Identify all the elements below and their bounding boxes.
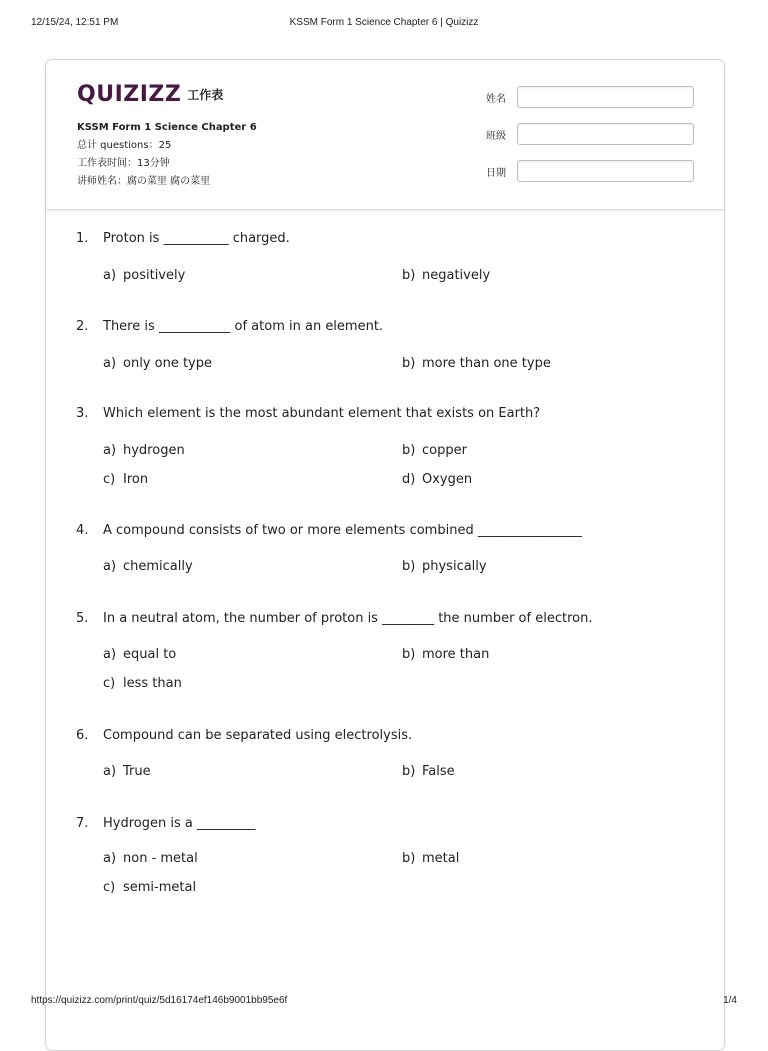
question-number: 4.	[76, 523, 89, 538]
option-text: more than	[422, 647, 490, 662]
question-text: A compound consists of two or more elements combined ________________	[103, 523, 582, 538]
question-item	[76, 319, 696, 371]
question-number: 1.	[76, 231, 89, 246]
question-text: There is ___________ of atom in an element.	[103, 319, 384, 334]
question-line	[76, 406, 696, 424]
option-text: less than	[123, 676, 182, 691]
option-a	[103, 443, 185, 458]
option-letter: a)	[103, 851, 117, 866]
print-page-title: KSSM Form 1 Science Chapter 6 | Quizizz	[289, 17, 479, 28]
print-page-number: 1/4	[723, 995, 737, 1006]
option-letter: a)	[103, 559, 117, 574]
question-line	[76, 231, 696, 249]
option-letter: b)	[402, 268, 416, 283]
worksheet-meta	[77, 119, 257, 191]
option-a	[103, 764, 151, 779]
question-line	[76, 816, 696, 834]
option-b	[402, 647, 489, 662]
date-input[interactable]	[517, 160, 694, 182]
option-letter: a)	[103, 268, 117, 283]
option-b	[402, 356, 551, 371]
option-text: chemically	[123, 559, 193, 574]
option-d	[402, 472, 472, 487]
option-letter: b)	[402, 764, 416, 779]
question-number: 2.	[76, 319, 89, 334]
option-letter: c)	[103, 880, 116, 895]
question-number: 5.	[76, 611, 89, 626]
print-url: https://quizizz.com/print/quiz/5d16174ef146b9001bb95e6f	[31, 995, 288, 1006]
worksheet-header	[46, 60, 724, 210]
name-field-row	[486, 86, 696, 123]
name-input[interactable]	[517, 86, 694, 108]
option-text: negatively	[422, 268, 491, 283]
option-text: metal	[422, 851, 460, 866]
option-text: Oxygen	[422, 472, 473, 487]
option-c	[103, 880, 196, 895]
question-item	[76, 406, 696, 487]
logo-subtitle: 工作表	[187, 87, 224, 102]
option-text: False	[422, 764, 455, 779]
option-letter: d)	[402, 472, 416, 487]
class-field-row	[486, 123, 696, 160]
print-datetime: 12/15/24, 12:51 PM	[31, 17, 119, 28]
total-questions: 总计 questions：25	[77, 140, 172, 151]
option-letter: a)	[103, 356, 117, 371]
question-text: Compound can be separated using electrolysis.	[103, 728, 413, 743]
worksheet-card	[45, 59, 725, 1051]
option-text: hydrogen	[123, 443, 185, 458]
option-text: positively	[123, 268, 186, 283]
question-number: 7.	[76, 816, 89, 831]
question-item	[76, 231, 696, 283]
option-c	[103, 676, 182, 691]
option-a	[103, 647, 176, 662]
class-input[interactable]	[517, 123, 694, 145]
option-letter: b)	[402, 647, 416, 662]
name-label: 姓名	[486, 94, 506, 105]
worksheet-title: KSSM Form 1 Science Chapter 6	[77, 122, 257, 133]
teacher-name: 讲师姓名：腐の菜里 腐の菜里	[77, 176, 211, 187]
option-text: only one type	[123, 356, 212, 371]
option-text: physically	[422, 559, 487, 574]
question-item	[76, 816, 696, 895]
option-text: equal to	[123, 647, 177, 662]
question-text: Hydrogen is a _________	[103, 816, 256, 831]
print-header	[0, 17, 768, 31]
option-text: Iron	[123, 472, 149, 487]
option-b	[402, 851, 459, 866]
question-text: Which element is the most abundant element that exists on Earth?	[103, 406, 541, 421]
question-line	[76, 728, 696, 746]
question-line	[76, 319, 696, 337]
option-letter: b)	[402, 356, 416, 371]
option-a	[103, 559, 193, 574]
option-b	[402, 559, 487, 574]
question-number: 3.	[76, 406, 89, 421]
option-b	[402, 764, 455, 779]
option-b	[402, 443, 467, 458]
option-text: semi-metal	[123, 880, 197, 895]
option-c	[103, 472, 148, 487]
option-letter: c)	[103, 472, 116, 487]
option-letter: c)	[103, 676, 116, 691]
option-text: more than one type	[422, 356, 551, 371]
question-text: Proton is __________ charged.	[103, 231, 290, 246]
date-field-row	[486, 160, 696, 197]
worksheet-time: 工作表时间：13分钟	[77, 158, 170, 169]
print-footer	[0, 995, 768, 1009]
question-number: 6.	[76, 728, 89, 743]
student-fields	[486, 86, 696, 197]
logo-wordmark: QUIZIZZ	[77, 81, 182, 107]
option-text: copper	[422, 443, 467, 458]
quizizz-logo	[77, 80, 223, 108]
question-line	[76, 611, 696, 629]
option-text: True	[123, 764, 151, 779]
option-letter: b)	[402, 443, 416, 458]
question-item	[76, 728, 696, 779]
option-letter: b)	[402, 851, 416, 866]
option-text: non - metal	[123, 851, 198, 866]
question-item	[76, 523, 696, 574]
question-line	[76, 523, 696, 541]
option-a	[103, 356, 212, 371]
question-text: In a neutral atom, the number of proton is ________ the number of electron.	[103, 611, 593, 626]
class-label: 班级	[486, 131, 506, 142]
option-b	[402, 268, 490, 283]
option-letter: a)	[103, 647, 117, 662]
option-letter: a)	[103, 764, 117, 779]
date-label: 日期	[486, 168, 506, 179]
option-a	[103, 851, 198, 866]
option-letter: b)	[402, 559, 416, 574]
option-letter: a)	[103, 443, 117, 458]
question-item	[76, 611, 696, 691]
option-a	[103, 268, 185, 283]
